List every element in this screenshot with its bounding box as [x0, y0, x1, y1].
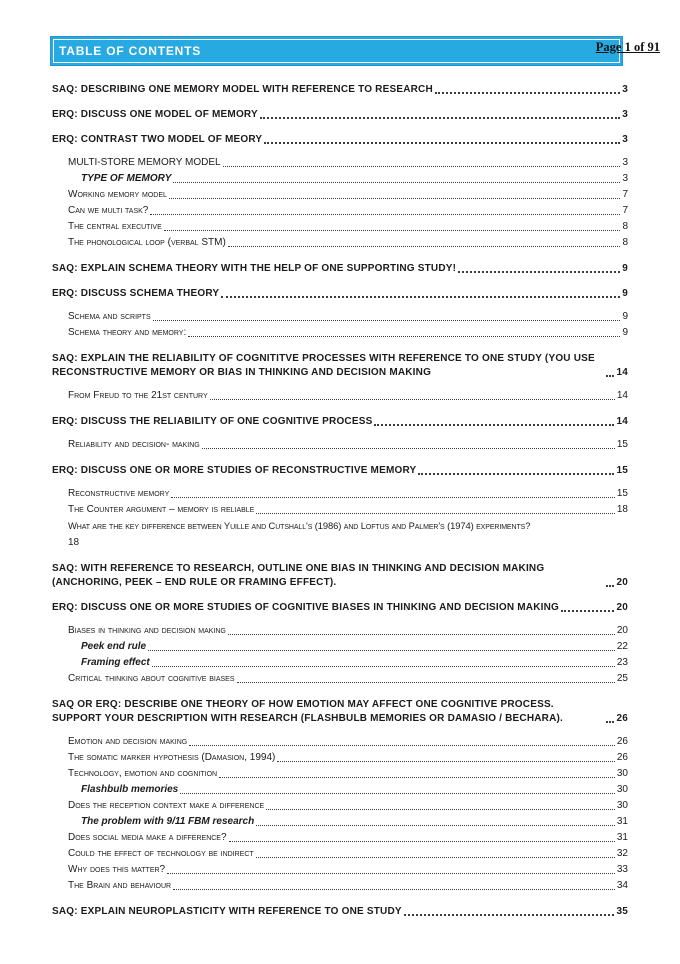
toc-entry-label: ERQ: DISCUSS ONE OR MORE STUDIES OF COGNITIVE BIASES IN THINKING AND DECISION MAKING — [52, 602, 560, 613]
toc-entry[interactable] — [68, 846, 628, 862]
toc-entry-page: 20 — [616, 577, 628, 588]
toc-entry[interactable] — [68, 862, 628, 878]
toc-entry-page: 3 — [622, 84, 628, 95]
toc-entry[interactable] — [68, 235, 628, 251]
dotted-leader — [219, 777, 615, 778]
toc-entry-page: 30 — [616, 800, 628, 811]
toc-entry-page: 33 — [616, 864, 628, 875]
toc-entry-label: Biases in thinking and decision making — [68, 625, 226, 636]
toc-entry-label: The phonological loop (verbal STM) — [68, 237, 226, 248]
toc-entry[interactable] — [68, 203, 628, 219]
toc-entry[interactable] — [68, 187, 628, 203]
toc-entry[interactable] — [52, 601, 628, 615]
toc-entry[interactable] — [52, 352, 628, 380]
toc-entry-label: Reconstructive memory — [68, 488, 170, 499]
toc-entry-label: ERQ: DISCUSS SCHEMA THEORY — [52, 288, 220, 299]
toc-entry[interactable] — [68, 830, 628, 846]
page-number-header: Page 1 of 91 — [595, 40, 660, 54]
toc-entry-label: Technology, emotion and cognition — [68, 768, 218, 779]
toc-entry[interactable] — [68, 878, 628, 894]
toc-entry[interactable] — [81, 655, 628, 671]
dotted-leader — [606, 375, 614, 377]
toc-entry[interactable] — [81, 639, 628, 655]
dotted-leader — [237, 682, 615, 683]
dotted-leader — [228, 246, 621, 247]
toc-entry-page: 15 — [616, 465, 628, 476]
toc-entry[interactable] — [68, 486, 628, 502]
toc-entry[interactable] — [52, 133, 628, 147]
toc-entry-label: What are the key difference between Yuille and Cutshall's (1986) and Loftus and Palmer's (1974) experiments? — [68, 520, 531, 531]
dotted-leader — [277, 761, 615, 762]
toc-entry[interactable] — [81, 782, 628, 798]
dotted-leader — [256, 513, 615, 514]
dotted-leader — [264, 142, 620, 144]
toc-entry[interactable] — [68, 518, 628, 551]
toc-entry[interactable] — [52, 415, 628, 429]
toc-entry-label: The problem with 9/11 FBM research — [81, 816, 255, 827]
dotted-leader — [173, 182, 620, 183]
dotted-leader — [606, 721, 614, 723]
toc-entry-page: 22 — [616, 641, 628, 652]
toc-entry[interactable] — [52, 905, 628, 919]
dotted-leader — [173, 889, 615, 890]
toc-entry[interactable] — [52, 562, 628, 590]
toc-entry-label: Does the reception context make a difference — [68, 800, 265, 811]
toc-entry[interactable] — [52, 108, 628, 122]
toc-entry[interactable] — [68, 671, 628, 687]
toc-entry[interactable] — [68, 437, 628, 453]
dotted-leader — [223, 166, 621, 167]
dotted-leader — [435, 92, 620, 94]
dotted-leader — [221, 296, 620, 298]
toc-entry-page: 3 — [622, 134, 628, 145]
toc-entry[interactable] — [52, 83, 628, 97]
toc-entry-label: Framing effect — [81, 657, 150, 668]
toc-entry-label: Critical thinking about cognitive biases — [68, 673, 235, 684]
toc-entry-label: SAQ: WITH REFERENCE TO RESEARCH, OUTLINE ONE BIAS IN THINKING AND DECISION MAKING (ANCHORING, PEEK – END RULE OR FRAMING EFFECT). — [52, 563, 545, 588]
toc-entry-label: Can we multi task? — [68, 205, 149, 216]
toc-entry[interactable] — [68, 219, 628, 235]
toc-entry-label: ERQ: DISCUSS ONE OR MORE STUDIES OF RECONSTRUCTIVE MEMORY — [52, 465, 417, 476]
toc-entry-page: 7 — [622, 205, 628, 216]
toc-entry-page: 9 — [622, 327, 628, 338]
toc-entry-page: 18 — [68, 537, 80, 548]
toc-entry-label: The central executive — [68, 221, 162, 232]
toc-entry-page: 32 — [616, 848, 628, 859]
toc-entry-label: Does social media make a difference? — [68, 832, 227, 843]
toc-entry-label: The somatic marker hypothesis (Damasion, 1994) — [68, 752, 276, 763]
dotted-leader — [167, 873, 615, 874]
toc-entry-label: SAQ: EXPLAIN SCHEMA THEORY WITH THE HELP OF ONE SUPPORTING STUDY! — [52, 263, 457, 274]
toc-entry-page: 18 — [616, 504, 628, 515]
toc-entry-page: 35 — [616, 906, 628, 917]
toc-entry-label: Flashbulb memories — [81, 784, 179, 795]
toc-entry-label: SAQ: EXPLAIN THE RELIABILITY OF COGNITITVE PROCESSES WITH REFERENCE TO ONE STUDY (YOU USE RECONSTRUCTIVE MEMORY OR BIAS IN THINKING AND DECISION MAKING — [52, 353, 595, 378]
toc-entry-page: 3 — [622, 173, 628, 184]
toc-entry-page: 20 — [616, 602, 628, 613]
toc-entry-label: ERQ: DISCUSS THE RELIABILITY OF ONE COGNITIVE PROCESS — [52, 416, 373, 427]
toc-entry-label: Could the effect of technology be indirect — [68, 848, 254, 859]
toc-entry-label: Schema and scripts — [68, 311, 151, 322]
toc-entry-label: ERQ: CONTRAST TWO MODEL OF MEORY — [52, 134, 263, 145]
toc-entry-page: 30 — [616, 768, 628, 779]
toc-entry-label: Why does this matter? — [68, 864, 166, 875]
dotted-leader — [228, 634, 615, 635]
toc-title: TABLE OF CONTENTS — [59, 44, 202, 58]
dotted-leader — [153, 320, 621, 321]
toc-entry[interactable] — [52, 262, 628, 276]
dotted-leader — [229, 841, 615, 842]
toc-entry-label: Reliability and decision- making — [68, 439, 200, 450]
toc-entry-label: From Freud to the 21st century — [68, 390, 208, 401]
toc-entry-page: 20 — [616, 625, 628, 636]
toc-entry-label: Working memory model — [68, 189, 167, 200]
dotted-leader — [171, 497, 615, 498]
toc-entry-label: Peek end rule — [81, 641, 147, 652]
toc-entry[interactable] — [81, 814, 628, 830]
toc-entry-page: 34 — [616, 880, 628, 891]
dotted-leader — [180, 793, 615, 794]
toc-entry-page: 15 — [616, 439, 628, 450]
toc-title-bar — [50, 36, 623, 66]
dotted-leader — [152, 666, 615, 667]
toc-entry-page: 9 — [622, 288, 628, 299]
toc-entry-page: 31 — [616, 816, 628, 827]
toc-entry[interactable] — [81, 171, 628, 187]
toc-entry[interactable] — [52, 698, 628, 726]
toc-entry-page: 8 — [622, 237, 628, 248]
dotted-leader — [169, 198, 621, 199]
toc-entry-page: 26 — [616, 736, 628, 747]
dotted-leader — [256, 857, 615, 858]
dotted-leader — [418, 473, 614, 475]
toc-entry[interactable] — [68, 750, 628, 766]
toc-title-bar-inner — [53, 39, 620, 63]
toc-entry-page: 8 — [622, 221, 628, 232]
toc-entry-label: MULTI-STORE MEMORY MODEL — [68, 157, 221, 168]
toc-entry[interactable] — [68, 798, 628, 814]
dotted-leader — [266, 809, 615, 810]
dotted-leader — [202, 448, 615, 449]
toc-entry-label: SAQ: EXPLAIN NEUROPLASTICITY WITH REFERENCE TO ONE STUDY — [52, 906, 402, 917]
toc-entry-label: Schema theory and memory: — [68, 327, 187, 338]
toc-entry-label: Emotion and decision making — [68, 736, 188, 747]
toc-entry[interactable] — [68, 734, 628, 750]
toc-entry[interactable] — [68, 155, 628, 171]
toc-entry-page: 9 — [622, 311, 628, 322]
dotted-leader — [210, 399, 615, 400]
toc-entry-label: SAQ: DESCRIBING ONE MEMORY MODEL WITH REFERENCE TO RESEARCH — [52, 84, 433, 95]
toc-entry-page: 3 — [622, 109, 628, 120]
toc-list — [52, 66, 628, 919]
toc-entry-page: 31 — [616, 832, 628, 843]
toc-entry-page: 25 — [616, 673, 628, 684]
toc-entry[interactable] — [52, 287, 628, 301]
dotted-leader — [260, 117, 620, 119]
toc-entry[interactable] — [52, 464, 628, 478]
dotted-leader — [164, 230, 621, 231]
dotted-leader — [150, 214, 620, 215]
toc-entry-page: 26 — [616, 713, 628, 724]
toc-entry[interactable] — [68, 766, 628, 782]
dotted-leader — [148, 650, 615, 651]
dotted-leader — [374, 424, 614, 426]
toc-entry[interactable] — [68, 388, 628, 404]
toc-entry-label: TYPE OF MEMORY — [81, 173, 172, 184]
dotted-leader — [188, 336, 620, 337]
toc-entry-page: 30 — [616, 784, 628, 795]
dotted-leader — [256, 825, 615, 826]
toc-entry-label: SAQ OR ERQ: DESCRIBE ONE THEORY OF HOW EMOTION MAY AFFECT ONE COGNITIVE PROCESS. SUPPORT YOUR DESCRIPTION WITH RESEARCH (FLASHBULB MEMORIES OR DAMASIO / BECHARA). — [52, 699, 564, 724]
toc-entry-page: 7 — [622, 189, 628, 200]
toc-entry-page: 3 — [622, 157, 628, 168]
toc-entry[interactable] — [68, 309, 628, 325]
toc-entry-page: 26 — [616, 752, 628, 763]
toc-entry-page: 9 — [622, 263, 628, 274]
toc-entry-page: 14 — [616, 367, 628, 378]
toc-entry-label: ERQ: DISCUSS ONE MODEL OF MEMORY — [52, 109, 258, 120]
dotted-leader — [606, 585, 614, 587]
toc-entry-page: 23 — [616, 657, 628, 668]
document-page — [0, 36, 680, 919]
toc-entry[interactable] — [68, 502, 628, 518]
toc-entry-page: 15 — [616, 488, 628, 499]
toc-entry-label: The Counter argument – memory is reliable — [68, 504, 255, 515]
toc-entry[interactable] — [68, 325, 628, 341]
toc-entry[interactable] — [68, 623, 628, 639]
toc-entry-page: 14 — [616, 416, 628, 427]
dotted-leader — [561, 610, 614, 612]
toc-entry-label: The Brain and behaviour — [68, 880, 172, 891]
toc-entry-page: 14 — [616, 390, 628, 401]
dotted-leader — [404, 914, 615, 916]
dotted-leader — [458, 271, 620, 273]
dotted-leader — [189, 745, 615, 746]
